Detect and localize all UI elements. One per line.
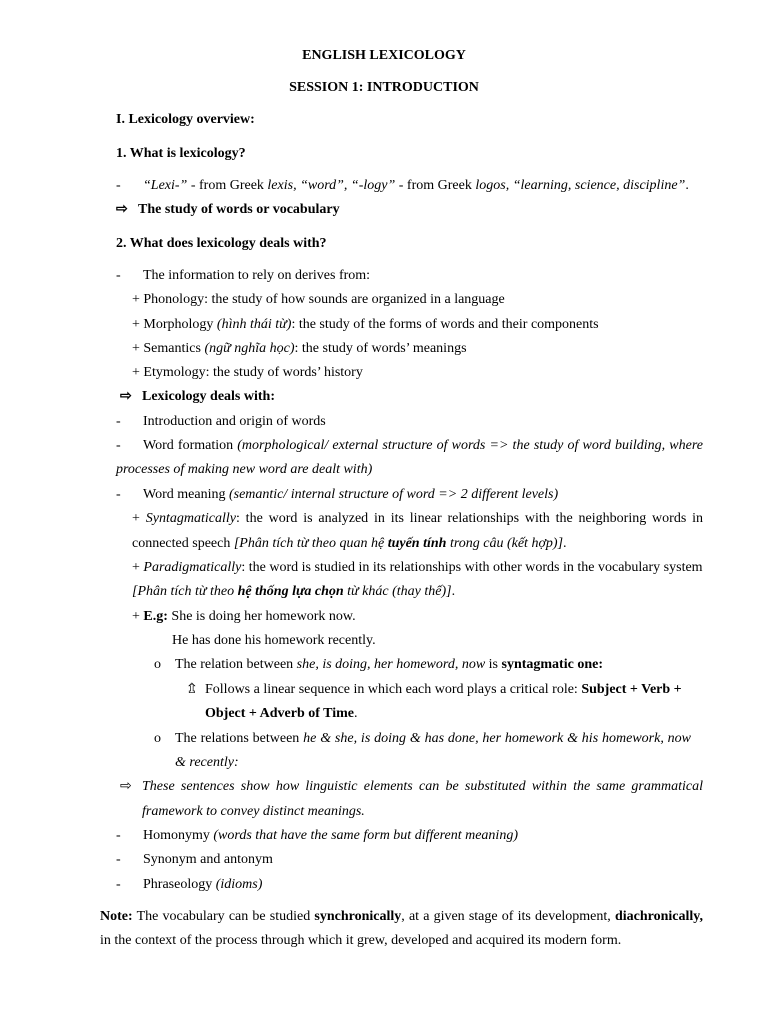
vietnamese-gloss: (hình thái từ) [216, 317, 292, 332]
homonymy-line [143, 827, 518, 845]
bullet-dash: - [116, 877, 121, 892]
follows-line-2 [205, 705, 358, 723]
conclusion-deals-with [120, 388, 275, 406]
example-words: he & she, is doing & has done, her homework & his homework, now [303, 731, 691, 746]
text-span: Follows a linear sequence in which each word plays a critical role: [205, 682, 582, 697]
phonology-line: + Phonology: the study of how sounds are organized in a language [132, 292, 505, 307]
question-heading-deals-with: 2. What does lexicology deals with? [116, 236, 327, 251]
homonymy-note: (words that have the same form but different meaning) [213, 828, 518, 843]
vietnamese-gloss-bold: tuyến tính [387, 536, 447, 551]
conclusion-study-of-words [116, 201, 340, 219]
conclusion-substitution-2: framework to convey distinct meanings. [142, 804, 365, 819]
logos-meaning: , “learning, science, discipline” [505, 178, 686, 193]
relation-paradigmatic-line [175, 730, 691, 748]
note-label: Note: [100, 909, 133, 924]
example-line-2: He has done his homework recently. [172, 633, 376, 648]
word-meaning-line [143, 486, 558, 504]
lexis-term: lexis [267, 178, 294, 193]
text-span: She is doing her homework now. [167, 609, 356, 624]
syntagmatic-line-2 [132, 535, 567, 553]
info-intro-line: The information to rely on derives from: [143, 268, 371, 283]
arrow-right-icon: ⇨ [120, 779, 132, 794]
text-span: - from Greek [395, 178, 476, 193]
bullet-dash: - [116, 828, 121, 843]
vietnamese-gloss: [Phân tích từ theo [132, 584, 238, 599]
syntagmatic-label: syntagmatic one: [501, 657, 603, 672]
text-span: : the study of words’ meanings [294, 341, 467, 356]
semantics-line [132, 340, 467, 358]
example-label: E.g: [143, 609, 168, 624]
text-span: connected speech [132, 536, 234, 551]
document-title: ENGLISH LEXICOLOGY [302, 48, 466, 63]
text-span: , at a given stage of its development, [401, 909, 615, 924]
relation-syntagmatic-line [175, 656, 603, 674]
text-span: : the word is studied in its relationships with other words in the vocabulary system [241, 560, 703, 575]
vietnamese-gloss: trong câu (kết hợp)] [446, 536, 564, 551]
question-heading-what-is: 1. What is lexicology? [116, 146, 246, 161]
circle-bullet-icon: o [154, 657, 161, 672]
note-paragraph-2: in the context of the process through which it grew, developed and acquired its modern form. [100, 933, 622, 948]
text-span: Homonymy [143, 828, 214, 843]
text-span: + Semantics [132, 341, 205, 356]
note-paragraph [100, 908, 703, 926]
arrow-right-icon: ⇨ [120, 389, 132, 404]
text-span: + Morphology [132, 317, 217, 332]
intro-origin-line: Introduction and origin of words [143, 414, 326, 429]
conclusion-text: Lexicology deals with: [142, 389, 275, 404]
hollow-arrow-icon: ⇬ [186, 682, 198, 697]
conclusion-substitution: These sentences show how linguistic elements can be substituted within the same grammatical [142, 779, 703, 794]
vietnamese-gloss: [Phân tích từ theo quan hệ [233, 536, 388, 551]
logos-term: logos [475, 178, 506, 193]
text-span: - from Greek [187, 178, 268, 193]
example-words: she, is doing, her homeword, now [296, 657, 486, 672]
text-span: The vocabulary can be studied [132, 909, 315, 924]
bullet-dash: - [116, 852, 121, 867]
etymology-line: + Etymology: the study of words’ history [132, 365, 363, 380]
text-span: . [451, 584, 456, 599]
word-formation-continued: processes of making new word are dealt with) [116, 462, 373, 477]
syntagmatic-line [132, 510, 703, 528]
text-span: The relation between [175, 657, 297, 672]
text-span: . [354, 706, 358, 721]
bullet-dash: - [116, 268, 121, 283]
conclusion-text: The study of words or vocabulary [138, 202, 340, 217]
text-span: is [485, 657, 502, 672]
text-span: + [132, 560, 144, 575]
logy-term: , “word”, “-logy” [293, 178, 396, 193]
text-span: : the study of the forms of words and their components [291, 317, 599, 332]
bullet-dash: - [116, 487, 121, 502]
text-span: + [132, 609, 144, 624]
circle-bullet-icon: o [154, 731, 161, 746]
text-span: Word formation [143, 438, 238, 453]
word-formation-line [143, 437, 703, 455]
synchronically-term: synchronically [314, 909, 402, 924]
arrow-right-icon: ⇨ [116, 202, 128, 217]
vietnamese-gloss: từ khác (thay thế)] [343, 584, 452, 599]
formula-part: Object + Adverb of Time [205, 706, 355, 721]
text-span: Word meaning [143, 487, 229, 502]
phraseology-line [143, 876, 262, 894]
text-span: Phraseology [143, 877, 216, 892]
bullet-dash: - [116, 414, 121, 429]
session-title: SESSION 1: INTRODUCTION [289, 80, 479, 95]
phraseology-note: (idioms) [215, 877, 263, 892]
relation-paradigmatic-line-2: & recently: [175, 755, 239, 770]
morphology-line [132, 316, 599, 334]
paradigmatically-term: Paradigmatically [143, 560, 242, 575]
bullet-dash: - [116, 438, 121, 453]
word-meaning-note: (semantic/ internal structure of word => 2 different levels) [228, 487, 559, 502]
text-span: . [563, 536, 567, 551]
text-span: . [685, 178, 689, 193]
synonym-line: Synonym and antonym [143, 852, 273, 867]
vietnamese-gloss: (ngữ nghĩa học) [204, 341, 295, 356]
syntagmatically-term: Syntagmatically [145, 511, 236, 526]
vietnamese-gloss-bold: hệ thống lựa chọn [237, 584, 344, 599]
text-span: The relations between [175, 731, 304, 746]
formula-part: Subject + Verb + [581, 682, 682, 697]
paradigmatic-line-2 [132, 583, 455, 601]
bullet-dash: - [116, 178, 121, 193]
follows-line [205, 681, 682, 699]
paradigmatic-line [132, 559, 703, 577]
text-span: : the word is analyzed in its linear relationships with the neighboring words in [235, 511, 704, 526]
lexi-term: “Lexi-” [143, 178, 188, 193]
diachronically-term: diachronically, [614, 909, 703, 924]
word-formation-note: (morphological/ external structure of words => the study of word building, where [237, 438, 703, 453]
example-line [132, 608, 356, 626]
text-span: + [132, 511, 146, 526]
section-heading-overview: I. Lexicology overview: [116, 112, 255, 127]
etymology-definition-line [143, 177, 689, 195]
